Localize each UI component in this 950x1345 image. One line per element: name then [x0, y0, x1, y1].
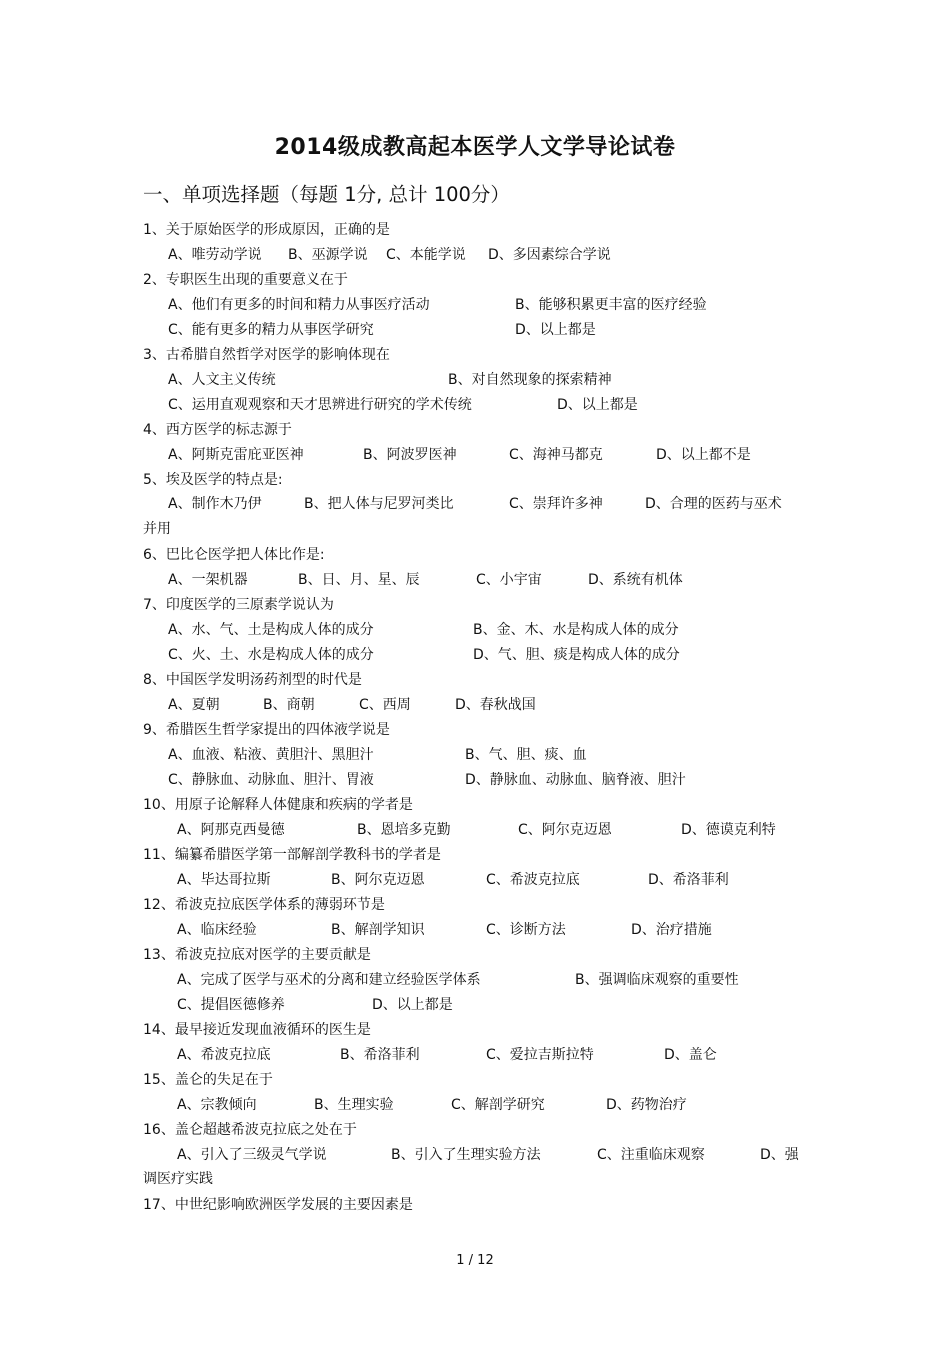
option: C、爱拉吉斯拉特 [486, 1047, 594, 1063]
question-stem: 14、最早接近发现血液循环的医生是 [143, 1022, 371, 1038]
option: B、阿尔克迈恩 [331, 872, 425, 888]
option: A、水、气、土是构成人体的成分 [168, 622, 374, 638]
question-stem: 5、埃及医学的特点是: [143, 472, 283, 488]
option: A、希波克拉底 [177, 1047, 271, 1063]
option: B、气、胆、痰、血 [465, 747, 587, 763]
option: D、多因素综合学说 [488, 247, 611, 263]
option: C、提倡医德修养 [177, 997, 285, 1013]
option: B、强调临床观察的重要性 [575, 972, 739, 988]
option: D、盖仑 [664, 1047, 717, 1063]
option: D、药物治疗 [606, 1097, 687, 1113]
option: A、人文主义传统 [168, 372, 276, 388]
question-stem: 15、盖仑的失足在于 [143, 1072, 273, 1088]
option: A、一架机器 [168, 572, 248, 588]
option: D、合理的医药与巫术 [645, 496, 782, 512]
question-stem: 11、编纂希腊医学第一部解剖学教科书的学者是 [143, 847, 441, 863]
option: A、夏朝 [168, 697, 220, 713]
question-stem: 9、希腊医生哲学家提出的四体液学说是 [143, 722, 390, 738]
question-stem: 7、印度医学的三原素学说认为 [143, 597, 334, 613]
option: C、运用直观观察和天才思辨进行研究的学术传统 [168, 397, 472, 413]
page-number: 1 / 12 [456, 1253, 494, 1268]
option: B、日、月、星、辰 [298, 572, 420, 588]
page-title: 2014级成教高起本医学人文学导论试卷 [274, 135, 676, 160]
question-stem: 8、中国医学发明汤药剂型的时代是 [143, 672, 362, 688]
option: B、把人体与尼罗河类比 [304, 496, 454, 512]
option: A、宗教倾向 [177, 1097, 257, 1113]
option: B、能够积累更丰富的医疗经验 [515, 297, 707, 313]
option: A、他们有更多的时间和精力从事医疗活动 [168, 297, 430, 313]
option: A、阿斯克雷庇亚医神 [168, 447, 304, 463]
option: D、气、胆、痰是构成人体的成分 [473, 647, 680, 663]
option: B、对自然现象的探索精神 [448, 372, 612, 388]
option: D、强 [760, 1147, 799, 1163]
option: C、崇拜许多神 [509, 496, 603, 512]
option: B、引入了生理实验方法 [391, 1147, 541, 1163]
question-stem: 17、中世纪影响欧洲医学发展的主要因素是 [143, 1197, 413, 1213]
option-continuation: 调医疗实践 [143, 1171, 213, 1187]
option: A、引入了三级灵气学说 [177, 1147, 327, 1163]
option: B、生理实验 [314, 1097, 394, 1113]
option: D、德谟克利特 [681, 822, 776, 838]
option: D、治疗措施 [631, 922, 712, 938]
option: A、制作木乃伊 [168, 496, 262, 512]
option: B、解剖学知识 [331, 922, 425, 938]
option: B、金、木、水是构成人体的成分 [473, 622, 679, 638]
option: C、海神马都克 [509, 447, 603, 463]
question-stem: 6、巴比仑医学把人体比作是: [143, 547, 325, 563]
option: C、希波克拉底 [486, 872, 580, 888]
question-stem: 1、关于原始医学的形成原因，正确的是 [143, 222, 390, 238]
option: C、西周 [359, 697, 411, 713]
option: B、希洛菲利 [340, 1047, 420, 1063]
section-heading: 一、单项选择题（每题 1分, 总计 100分） [143, 183, 510, 206]
option: A、毕达哥拉斯 [177, 872, 271, 888]
option: D、以上都是 [515, 322, 596, 338]
option: A、完成了医学与巫术的分离和建立经验医学体系 [177, 972, 481, 988]
option: C、静脉血、动脉血、胆汁、胃液 [168, 772, 374, 788]
option: B、阿波罗医神 [363, 447, 457, 463]
option: D、静脉血、动脉血、脑脊液、胆汁 [465, 772, 686, 788]
question-stem: 10、用原子论解释人体健康和疾病的学者是 [143, 797, 413, 813]
option: C、本能学说 [386, 247, 466, 263]
option: D、以上都是 [372, 997, 453, 1013]
option: B、巫源学说 [288, 247, 368, 263]
option: C、诊断方法 [486, 922, 566, 938]
option: C、注重临床观察 [597, 1147, 705, 1163]
option: A、血液、粘液、黄胆汁、黑胆汁 [168, 747, 374, 763]
option: C、能有更多的精力从事医学研究 [168, 322, 374, 338]
option: B、商朝 [263, 697, 315, 713]
option: A、阿那克西曼德 [177, 822, 285, 838]
option: D、希洛菲利 [648, 872, 729, 888]
question-stem: 2、专职医生出现的重要意义在于 [143, 272, 348, 288]
option: B、恩培多克勤 [357, 822, 451, 838]
question-stem: 12、希波克拉底医学体系的薄弱环节是 [143, 897, 385, 913]
option: D、春秋战国 [455, 697, 536, 713]
option: D、以上都不是 [656, 447, 751, 463]
option: C、阿尔克迈恩 [518, 822, 612, 838]
question-stem: 13、希波克拉底对医学的主要贡献是 [143, 947, 371, 963]
option: D、系统有机体 [588, 572, 683, 588]
option: A、唯劳动学说 [168, 247, 262, 263]
question-stem: 4、西方医学的标志源于 [143, 422, 292, 438]
question-stem: 16、盖仑超越希波克拉底之处在于 [143, 1122, 357, 1138]
option: D、以上都是 [557, 397, 638, 413]
option: C、火、土、水是构成人体的成分 [168, 647, 374, 663]
option: A、临床经验 [177, 922, 257, 938]
option: C、小宇宙 [476, 572, 542, 588]
option: C、解剖学研究 [451, 1097, 545, 1113]
option-continuation: 并用 [143, 521, 171, 537]
question-stem: 3、古希腊自然哲学对医学的影响体现在 [143, 347, 390, 363]
